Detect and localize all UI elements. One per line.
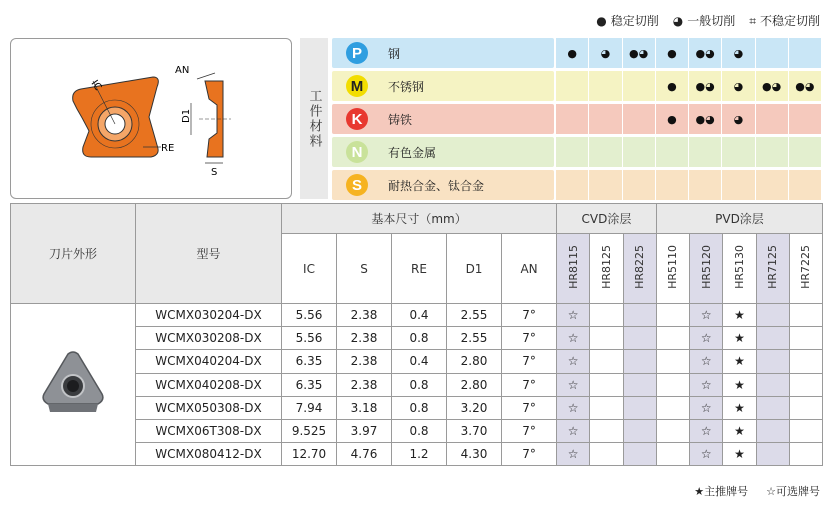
rating-row xyxy=(556,170,822,200)
dim-cell-d1: 2.80 xyxy=(447,373,502,396)
rating-cell: ● xyxy=(656,71,689,101)
rating-cell: ◕ xyxy=(589,38,622,68)
dim-cell-s: 3.97 xyxy=(337,419,392,442)
grade-mark-cell xyxy=(623,304,656,327)
dim-cell-ic: 5.56 xyxy=(282,327,337,350)
model-cell: WCMX050308-DX xyxy=(136,396,282,419)
dim-cell-d1: 2.80 xyxy=(447,350,502,373)
material-code-k: K xyxy=(346,108,368,130)
grade-notes xyxy=(694,483,820,499)
grade-label: HR8115 xyxy=(566,245,580,289)
rating-cell xyxy=(589,137,622,167)
grade-mark-cell xyxy=(656,304,689,327)
product-table xyxy=(10,203,823,466)
rating-cell xyxy=(789,104,822,134)
dim-cell-re: 0.4 xyxy=(392,304,447,327)
rating-cell xyxy=(623,170,656,200)
rating-cell: ●◕ xyxy=(789,71,822,101)
legend-general: ◕ 一般切削 xyxy=(672,14,736,28)
dim-cell-d1: 2.55 xyxy=(447,304,502,327)
model-cell: WCMX040208-DX xyxy=(136,373,282,396)
label-d1: D1 xyxy=(181,108,192,123)
grade-label: HR8225 xyxy=(633,245,647,289)
grade-mark-cell: ★ xyxy=(723,396,756,419)
insert-diagram xyxy=(11,39,293,200)
dim-cell-re: 0.8 xyxy=(392,396,447,419)
grade-mark-cell xyxy=(756,350,789,373)
grade-mark-cell: ☆ xyxy=(557,373,590,396)
rating-cell: ●◕ xyxy=(689,104,722,134)
grade-mark-cell: ☆ xyxy=(690,327,723,350)
dim-cell-ic: 5.56 xyxy=(282,304,337,327)
material-name-k: 铸铁 xyxy=(388,112,413,127)
dim-cell-s: 3.18 xyxy=(337,396,392,419)
grade-mark-cell xyxy=(656,350,689,373)
material-list xyxy=(332,38,554,203)
rating-cell xyxy=(623,137,656,167)
header-grade-col xyxy=(557,234,590,304)
grade-mark-cell: ☆ xyxy=(557,304,590,327)
dim-cell-an: 7° xyxy=(502,419,557,442)
header-pvd: PVD涂层 xyxy=(656,204,822,234)
material-name-m: 不锈钢 xyxy=(388,79,425,94)
grade-mark-cell: ☆ xyxy=(690,443,723,466)
grade-mark-cell xyxy=(789,373,822,396)
rating-cell xyxy=(656,170,689,200)
header-grade-col xyxy=(656,234,689,304)
dim-cell-d1: 4.30 xyxy=(447,443,502,466)
rating-cell xyxy=(756,137,789,167)
grade-mark-cell xyxy=(656,373,689,396)
grade-mark-cell xyxy=(756,327,789,350)
material-row-k xyxy=(332,104,554,134)
rating-cell: ◕ xyxy=(722,71,755,101)
header-dim-col: D1 xyxy=(447,234,502,304)
rating-cell xyxy=(589,71,622,101)
grade-mark-cell xyxy=(756,396,789,419)
grade-mark-cell: ☆ xyxy=(690,396,723,419)
material-row-p xyxy=(332,38,554,68)
rating-cell xyxy=(756,170,789,200)
grade-label: HR7225 xyxy=(799,245,813,289)
material-code-p: P xyxy=(346,42,368,64)
header-grade-col xyxy=(789,234,822,304)
dim-cell-ic: 9.525 xyxy=(282,419,337,442)
grade-mark-cell xyxy=(590,419,623,442)
grade-mark-cell xyxy=(756,419,789,442)
rating-row xyxy=(556,71,822,101)
rating-cell xyxy=(722,170,755,200)
material-row-m xyxy=(332,71,554,101)
header-grade-col xyxy=(690,234,723,304)
dim-cell-re: 0.8 xyxy=(392,419,447,442)
material-code-s: S xyxy=(346,174,368,196)
rating-cell xyxy=(556,104,589,134)
grade-mark-cell xyxy=(789,396,822,419)
grade-mark-cell xyxy=(590,327,623,350)
rating-cell xyxy=(789,38,822,68)
rating-cell: ◕ xyxy=(722,104,755,134)
workpiece-title: 工件材料 xyxy=(300,38,328,199)
grade-mark-cell: ★ xyxy=(723,327,756,350)
model-cell: WCMX030208-DX xyxy=(136,327,282,350)
dim-cell-an: 7° xyxy=(502,350,557,373)
header-shape: 刀片外形 xyxy=(11,204,136,304)
dim-cell-d1: 3.70 xyxy=(447,419,502,442)
material-code-n: N xyxy=(346,141,368,163)
grade-mark-cell xyxy=(590,373,623,396)
rating-cell xyxy=(756,104,789,134)
cutting-legend xyxy=(596,12,820,29)
grade-label: HR5130 xyxy=(732,245,746,289)
dim-cell-ic: 6.35 xyxy=(282,373,337,396)
dim-cell-s: 2.38 xyxy=(337,327,392,350)
material-name-n: 有色金属 xyxy=(388,145,437,160)
legend-unstable: ⌗ 不稳定切削 xyxy=(749,14,820,28)
dim-cell-s: 4.76 xyxy=(337,443,392,466)
model-cell: WCMX030204-DX xyxy=(136,304,282,327)
grade-mark-cell xyxy=(789,304,822,327)
header-dim-col: AN xyxy=(502,234,557,304)
grade-mark-cell xyxy=(623,373,656,396)
material-row-n xyxy=(332,137,554,167)
grade-mark-cell: ☆ xyxy=(557,419,590,442)
rating-cell xyxy=(623,104,656,134)
rating-row xyxy=(556,38,822,68)
model-cell: WCMX040204-DX xyxy=(136,350,282,373)
grade-mark-cell xyxy=(623,443,656,466)
dim-cell-re: 1.2 xyxy=(392,443,447,466)
grade-mark-cell xyxy=(789,350,822,373)
rating-cell: ●◕ xyxy=(689,38,722,68)
dim-cell-d1: 3.20 xyxy=(447,396,502,419)
material-name-s: 耐热合金、钛合金 xyxy=(388,178,485,193)
label-s: S xyxy=(211,167,218,178)
grade-mark-cell xyxy=(656,327,689,350)
rating-cell: ◕ xyxy=(722,38,755,68)
rating-cell: ● xyxy=(556,38,589,68)
rating-row xyxy=(556,137,822,167)
grade-label: HR5110 xyxy=(666,245,680,289)
header-grade-col xyxy=(723,234,756,304)
rating-cell: ● xyxy=(656,38,689,68)
dim-cell-ic: 6.35 xyxy=(282,350,337,373)
rating-cell xyxy=(589,170,622,200)
material-name-p: 钢 xyxy=(388,46,401,61)
grade-mark-cell: ☆ xyxy=(557,350,590,373)
grade-mark-cell xyxy=(590,350,623,373)
legend-stable: ● 稳定切削 xyxy=(596,14,659,28)
grade-mark-cell xyxy=(623,419,656,442)
grade-mark-cell xyxy=(623,350,656,373)
grade-mark-cell: ★ xyxy=(723,304,756,327)
grade-mark-cell xyxy=(590,304,623,327)
grade-mark-cell xyxy=(656,443,689,466)
model-cell: WCMX06T308-DX xyxy=(136,419,282,442)
grade-mark-cell xyxy=(789,443,822,466)
grade-mark-cell xyxy=(656,419,689,442)
header-grade-col xyxy=(756,234,789,304)
header-model: 型号 xyxy=(136,204,282,304)
rating-cell: ●◕ xyxy=(623,38,656,68)
rating-cell xyxy=(789,137,822,167)
grade-mark-cell: ★ xyxy=(723,350,756,373)
rating-cell xyxy=(789,170,822,200)
rating-cell xyxy=(556,71,589,101)
grade-mark-cell xyxy=(590,443,623,466)
dim-cell-re: 0.8 xyxy=(392,327,447,350)
table-row xyxy=(11,304,823,327)
grade-mark-cell: ☆ xyxy=(690,304,723,327)
material-row-s xyxy=(332,170,554,200)
grade-label: HR7125 xyxy=(766,245,780,289)
rating-cell: ●◕ xyxy=(689,71,722,101)
label-ic: IC xyxy=(88,78,104,93)
rating-cell xyxy=(756,38,789,68)
dim-cell-an: 7° xyxy=(502,443,557,466)
dim-cell-s: 2.38 xyxy=(337,350,392,373)
grade-label: HR8125 xyxy=(599,245,613,289)
label-re: RE xyxy=(161,143,175,154)
grade-mark-cell: ☆ xyxy=(557,396,590,419)
grade-mark-cell xyxy=(789,327,822,350)
header-dim-col: IC xyxy=(282,234,337,304)
grade-mark-cell: ☆ xyxy=(690,419,723,442)
grade-label: HR5120 xyxy=(699,245,713,289)
rating-cell xyxy=(656,137,689,167)
grade-mark-cell xyxy=(756,304,789,327)
grade-mark-cell: ★ xyxy=(723,443,756,466)
grade-mark-cell xyxy=(623,327,656,350)
dim-cell-s: 2.38 xyxy=(337,373,392,396)
grade-mark-cell xyxy=(623,396,656,419)
rating-cell xyxy=(722,137,755,167)
grade-mark-cell: ★ xyxy=(723,419,756,442)
header-cvd: CVD涂层 xyxy=(557,204,657,234)
note-main: ★主推牌号 xyxy=(694,485,749,498)
header-grade-col xyxy=(623,234,656,304)
dim-cell-re: 0.8 xyxy=(392,373,447,396)
rating-cell xyxy=(589,104,622,134)
dim-cell-s: 2.38 xyxy=(337,304,392,327)
grade-mark-cell: ★ xyxy=(723,373,756,396)
grade-mark-cell: ☆ xyxy=(557,443,590,466)
material-code-m: M xyxy=(346,75,368,97)
rating-cell xyxy=(556,170,589,200)
dim-cell-ic: 7.94 xyxy=(282,396,337,419)
insert-photo-cell xyxy=(11,304,136,466)
rating-cell xyxy=(556,137,589,167)
rating-cell xyxy=(623,71,656,101)
rating-row xyxy=(556,104,822,134)
header-dims: 基本尺寸（mm） xyxy=(282,204,557,234)
rating-cell: ● xyxy=(656,104,689,134)
dim-cell-re: 0.4 xyxy=(392,350,447,373)
dim-cell-an: 7° xyxy=(502,396,557,419)
dim-cell-an: 7° xyxy=(502,304,557,327)
insert-photo xyxy=(38,350,108,416)
grade-mark-cell: ☆ xyxy=(690,350,723,373)
header-dim-col: RE xyxy=(392,234,447,304)
grade-mark-cell xyxy=(789,419,822,442)
header-grade-col xyxy=(590,234,623,304)
dim-cell-ic: 12.70 xyxy=(282,443,337,466)
grade-mark-cell: ☆ xyxy=(557,327,590,350)
dim-cell-an: 7° xyxy=(502,327,557,350)
grade-mark-cell xyxy=(656,396,689,419)
label-an: AN xyxy=(175,65,190,76)
dim-cell-an: 7° xyxy=(502,373,557,396)
grade-mark-cell: ☆ xyxy=(690,373,723,396)
rating-cell xyxy=(689,137,722,167)
header-dim-col: S xyxy=(337,234,392,304)
grade-mark-cell xyxy=(756,373,789,396)
rating-cell xyxy=(689,170,722,200)
rating-cell: ●◕ xyxy=(756,71,789,101)
grade-mark-cell xyxy=(756,443,789,466)
note-optional: ☆可选牌号 xyxy=(766,485,820,498)
insert-drawing xyxy=(10,38,292,199)
model-cell: WCMX080412-DX xyxy=(136,443,282,466)
dim-cell-d1: 2.55 xyxy=(447,327,502,350)
ratings-grid xyxy=(556,38,822,203)
grade-mark-cell xyxy=(590,396,623,419)
